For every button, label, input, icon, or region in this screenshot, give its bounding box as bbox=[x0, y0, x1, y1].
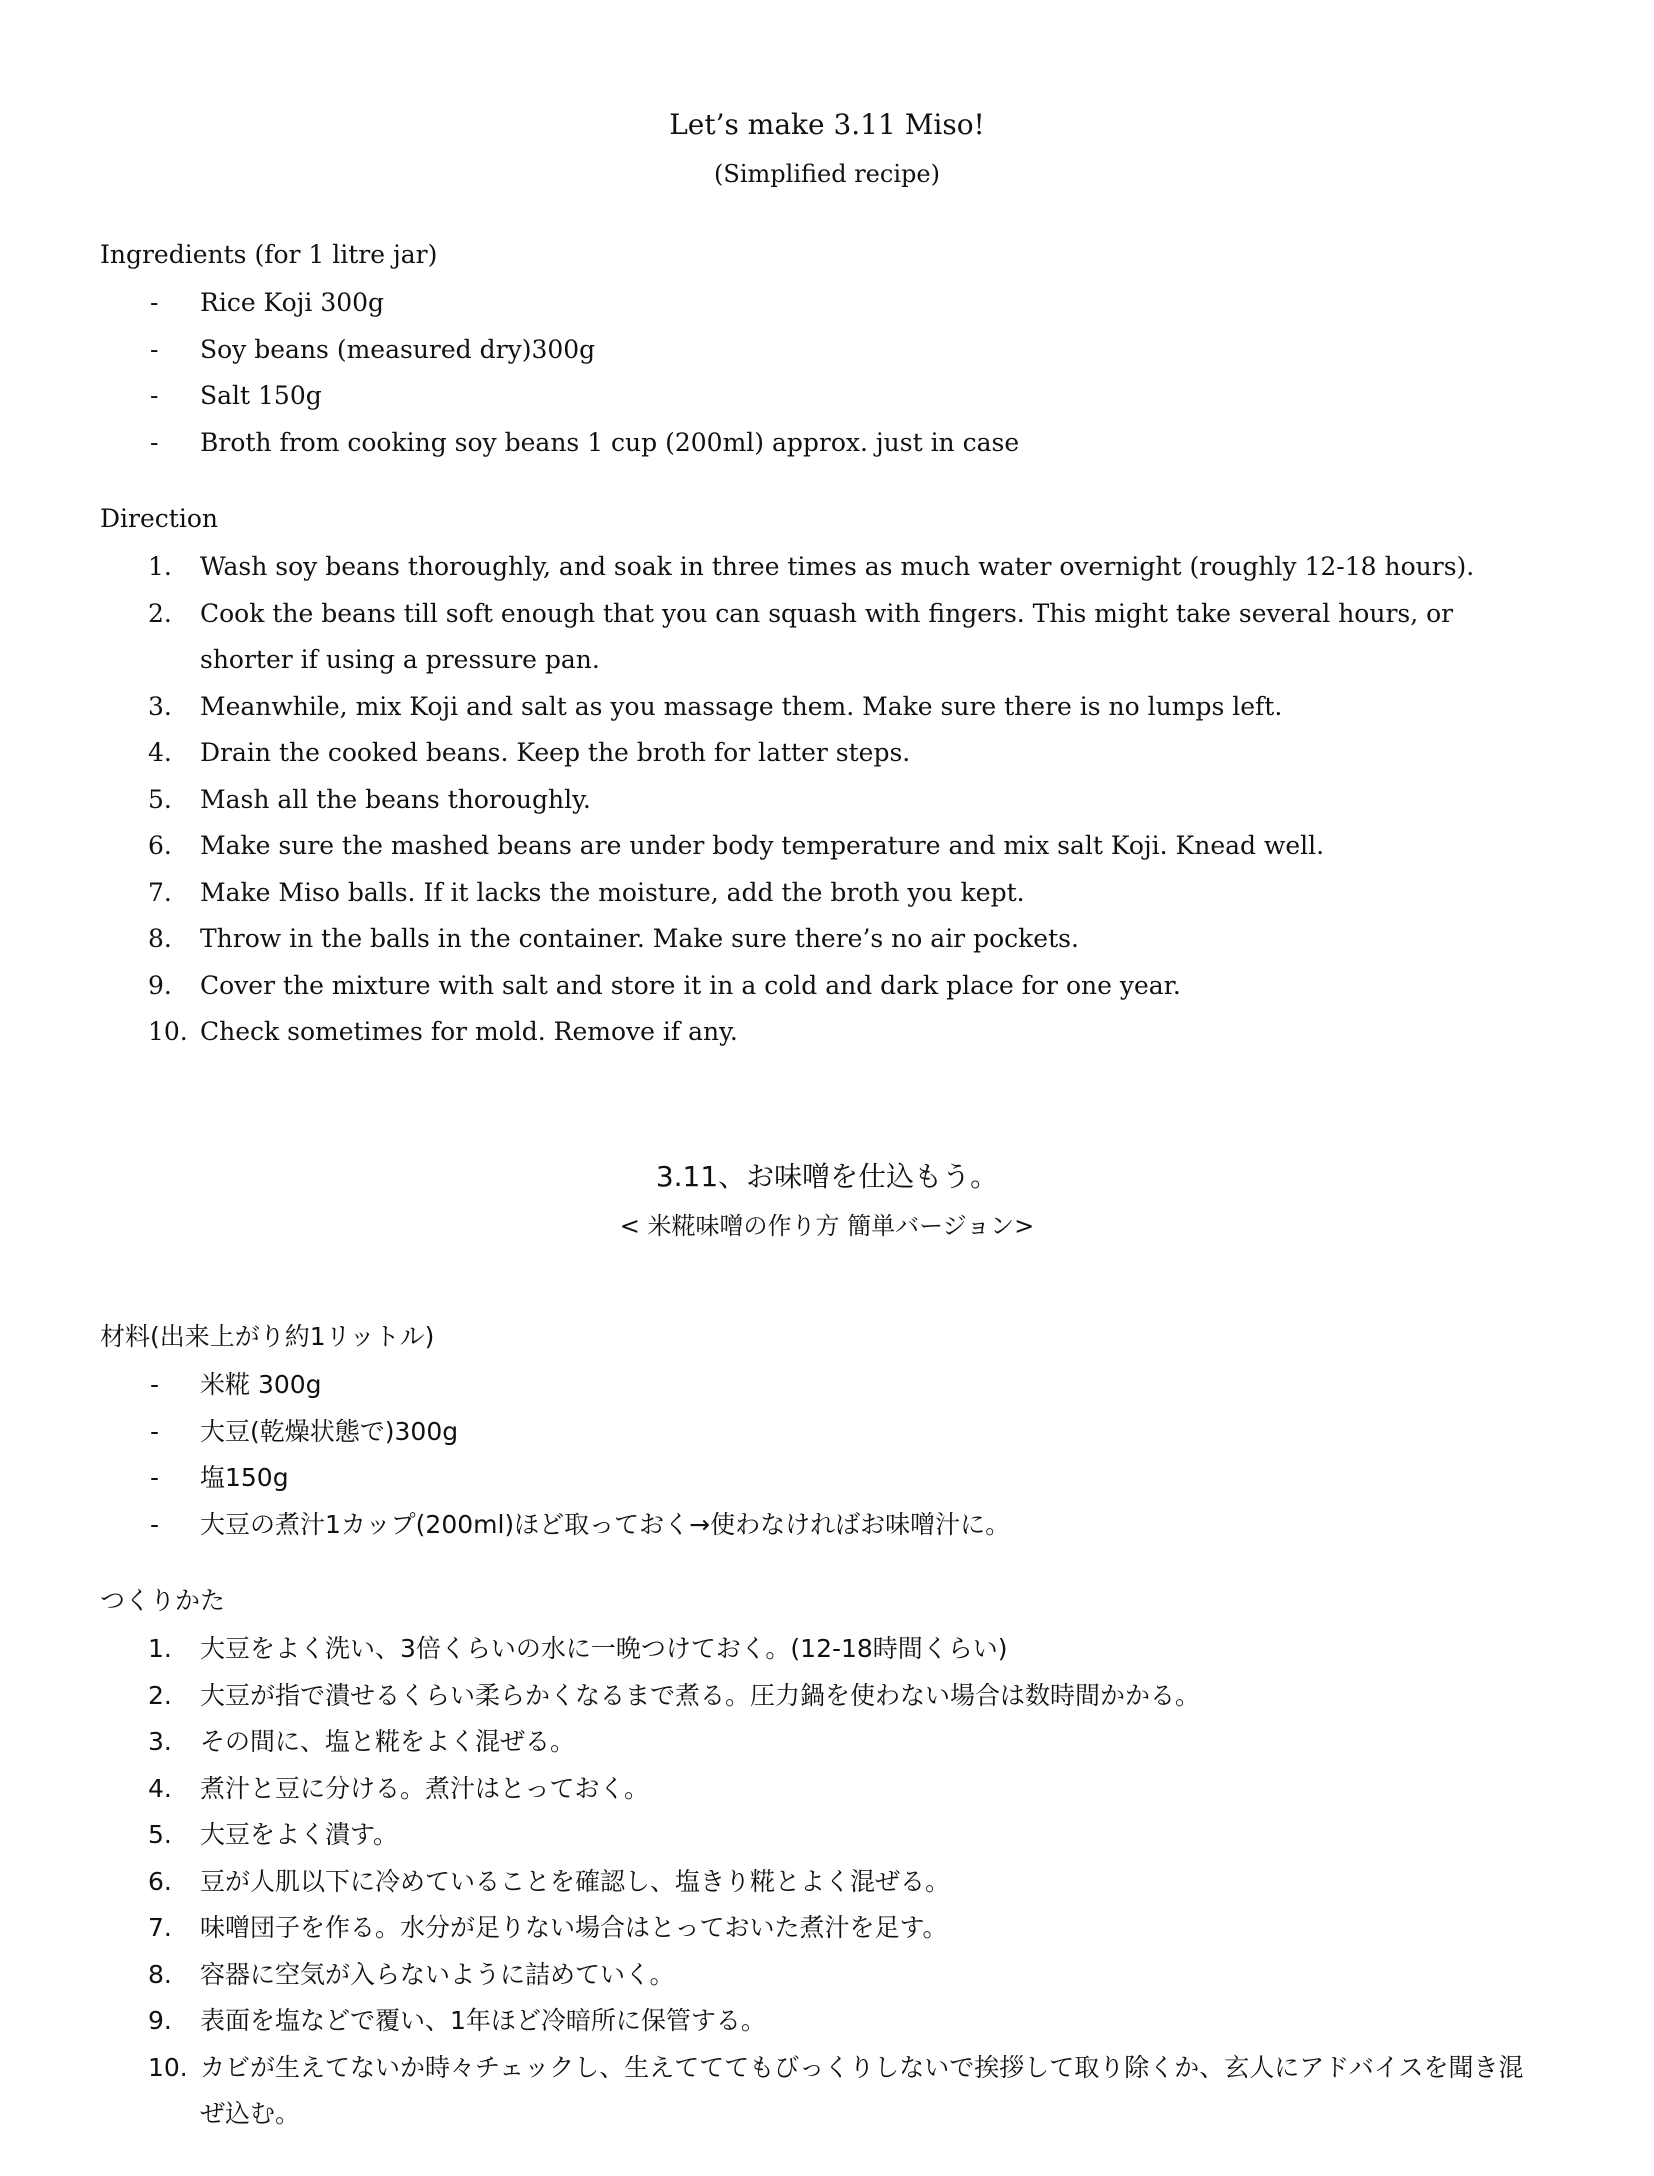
step-item: 6. Make sure the mashed beans are under body temperature and mix salt Koji. Knead well. bbox=[148, 831, 1325, 860]
japanese-ingredients-list bbox=[0, 1362, 1654, 1548]
english-ingredients-heading: Ingredients (for 1 litre jar) bbox=[100, 240, 438, 269]
step-item: 3. その間に、塩と糀をよく混ぜる。 bbox=[148, 1727, 576, 1756]
step-item: 2. Cook the beans till soft enough that you can squash with fingers. This might take several hours, or shorter if using a pressure pan. bbox=[148, 598, 1454, 674]
list-item: - Soy beans (measured dry)300g bbox=[150, 334, 596, 364]
step-item: 10. カビが生えてないか時々チェックし、生えてててもびっくりしないで挨拶して取り除くか、玄人にアドバイスを聞き混ぜ込む。 bbox=[148, 2052, 1524, 2128]
japanese-direction-heading: つくりかた bbox=[100, 1586, 226, 1615]
english-ingredients-list bbox=[0, 280, 1654, 466]
english-title: Let’s make 3.11 Miso! bbox=[669, 108, 985, 141]
step-item: 8. Throw in the balls in the container. Make sure there’s no air pockets. bbox=[148, 924, 1079, 953]
step-item: 5. Mash all the beans thoroughly. bbox=[148, 784, 591, 814]
list-item: - Broth from cooking soy beans 1 cup (200ml) approx. just in case bbox=[150, 427, 1020, 457]
english-direction-heading: Direction bbox=[100, 504, 218, 533]
step-item: 10. Check sometimes for mold. Remove if any. bbox=[148, 1017, 738, 1046]
step-item: 9. Cover the mixture with salt and store it in a cold and dark place for one year. bbox=[148, 970, 1181, 1000]
japanese-direction-steps bbox=[0, 1626, 1654, 2138]
step-item: 9. 表面を塩などで覆い、1年ほど冷暗所に保管する。 bbox=[148, 2006, 766, 2035]
list-item: - 塩150g bbox=[150, 1463, 289, 1492]
step-item: 7. 味噌団子を作る。水分が足りない場合はとっておいた煮汁を足す。 bbox=[148, 1913, 948, 1942]
step-item: 7. Make Miso balls. If it lacks the moisture, add the broth you kept. bbox=[148, 877, 1025, 907]
list-item: - 大豆(乾燥状態で)300g bbox=[150, 1416, 459, 1446]
list-item: - Salt 150g bbox=[150, 381, 322, 410]
english-direction-steps bbox=[0, 544, 1654, 1056]
step-item: 5. 大豆をよく潰す。 bbox=[148, 1820, 399, 1849]
step-item: 1. Wash soy beans thoroughly, and soak in three times as much water overnight (roughly 12-18 hours). bbox=[148, 552, 1475, 581]
japanese-title: 3.11、お味噌を仕込もう。 bbox=[655, 1160, 999, 1193]
step-item: 1. 大豆をよく洗い、3倍くらいの水に一晩つけておく。(12-18時間くらい) bbox=[148, 1634, 1008, 1663]
list-item: - Rice Koji 300g bbox=[150, 288, 385, 317]
japanese-ingredients-heading: 材料(出来上がり約1リットル) bbox=[100, 1322, 435, 1351]
step-item: 8. 容器に空気が入らないように詰めていく。 bbox=[148, 1959, 675, 1989]
step-item: 4. 煮汁と豆に分ける。煮汁はとっておく。 bbox=[148, 1773, 650, 1803]
list-item: - 大豆の煮汁1カップ(200ml)ほど取っておく→使わなければお味噌汁に。 bbox=[150, 1509, 1011, 1539]
step-item: 4. Drain the cooked beans. Keep the broth for latter steps. bbox=[148, 738, 911, 767]
japanese-subtitle: < 米糀味噌の作り方 簡単バージョン> bbox=[619, 1212, 1035, 1240]
step-item: 3. Meanwhile, mix Koji and salt as you massage them. Make sure there is no lumps left. bbox=[148, 691, 1283, 721]
list-item: - 米糀 300g bbox=[150, 1370, 322, 1399]
step-item: 6. 豆が人肌以下に冷めていることを確認し、塩きり糀とよく混ぜる。 bbox=[148, 1866, 951, 1896]
step-item: 2. 大豆が指で潰せるくらい柔らかくなるまで煮る。圧力鍋を使わない場合は数時間かかる。 bbox=[148, 1680, 1201, 1710]
english-subtitle: (Simplified recipe) bbox=[714, 160, 940, 188]
